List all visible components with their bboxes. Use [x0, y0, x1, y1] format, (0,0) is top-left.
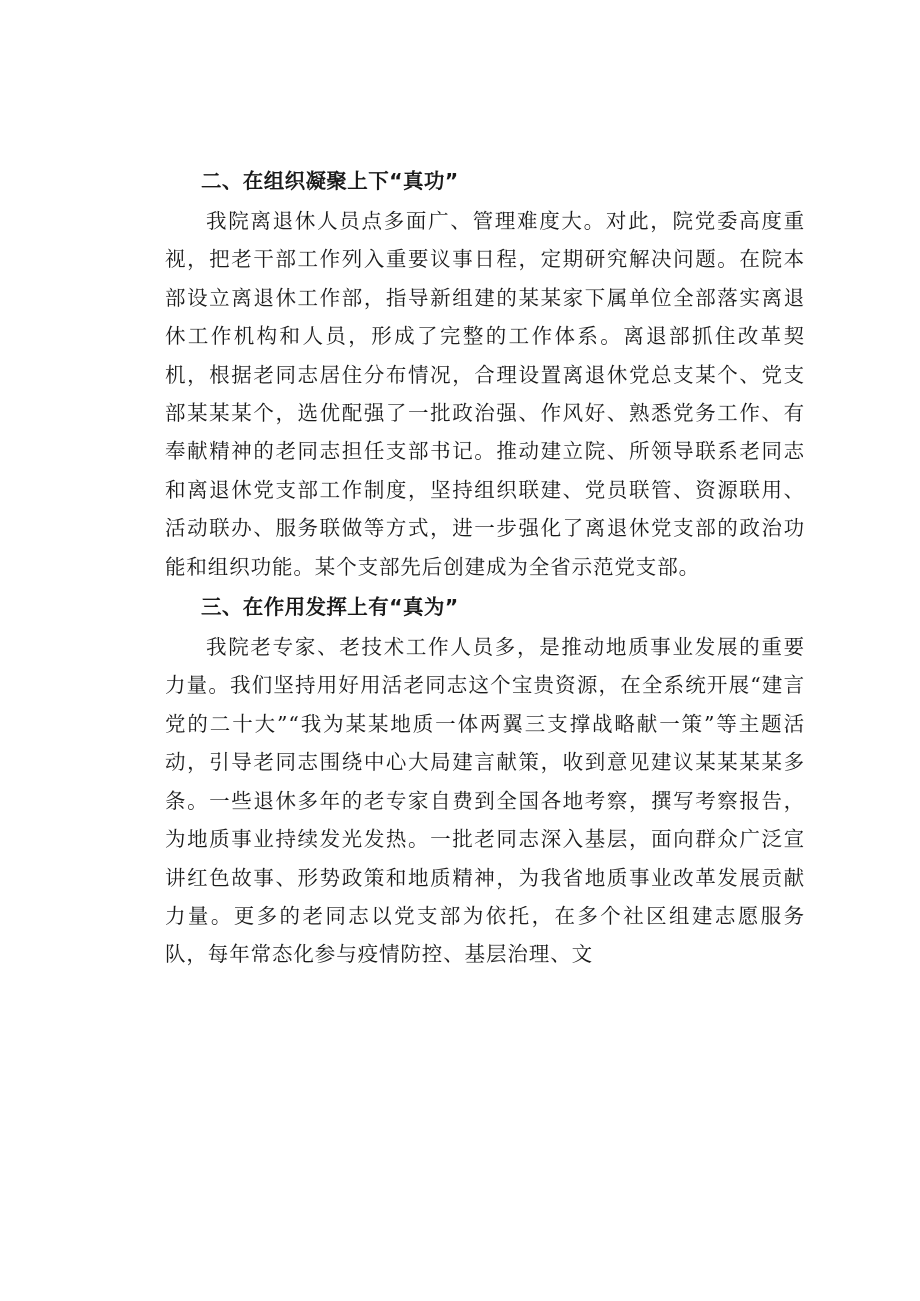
section-paragraph-role: 我院老专家、老技术工作人员多，是推动地质事业发展的重要力量。我们坚持用好用活老同志这个宝贵资源，在全系统开展“建言党的二十大”“我为某某地质一体两翼三支撑战略献一策”等主题活动，引导老同志围绕中心大局建言献策，收到意见建议某某某某多条。一些退休多年的老专家自费到全国各地考察，撰写考察报告，为地质事业持续发光发热。一批老同志深入基层，面向群众广泛宣讲红色故事、形势政策和地质精神，为我省地质事业改革发展贡献力量。更多的老同志以党支部为依托，在多个社区组建志愿服务队，每年常态化参与疫情防控、基层治理、文	[165, 635, 805, 967]
section-heading-role: 三、在作用发挥上有“真为”	[201, 595, 459, 620]
document-body	[165, 160, 805, 974]
section-paragraph-organization: 我院离退休人员点多面广、管理难度大。对此，院党委高度重视，把老干部工作列入重要议事日程，定期研究解决问题。在院本部设立离退休工作部，指导新组建的某某家下属单位全部落实离退休工作机构和人员，形成了完整的工作体系。离退部抓住改革契机，根据老同志居住分布情况，合理设置离退休党总支某个、党支部某某某个，选优配强了一批政治强、作风好、熟悉党务工作、有奉献精神的老同志担任支部书记。推动建立院、所领导联系老同志和离退休党支部工作制度，坚持组织联建、党员联管、资源联用、活动联办、服务联做等方式，进一步强化了离退休党支部的政治功能和组织功能。某个支部先后创建成为全省示范党支部。	[165, 209, 805, 579]
section-heading-organization: 二、在组织凝聚上下“真功”	[201, 169, 459, 193]
